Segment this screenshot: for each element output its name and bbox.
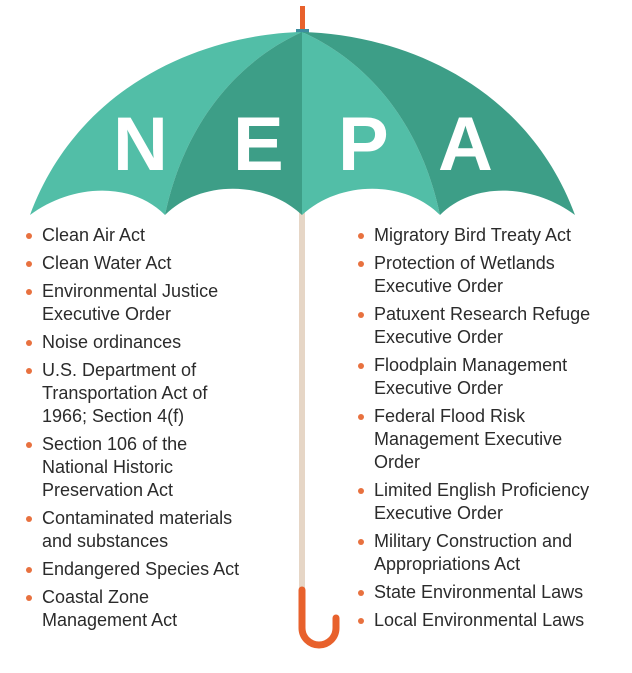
- list-item-label: Limited English Proficiency Executive Order: [374, 480, 590, 523]
- list-item-label: Clean Air Act: [42, 225, 146, 245]
- list-item: [356, 530, 624, 576]
- title-letter-e: E: [233, 102, 284, 187]
- bullet-icon: [358, 618, 364, 624]
- list-item: [24, 331, 284, 354]
- list-item: [24, 558, 284, 581]
- list-item-label: Federal Flood Risk Management Executive Order: [374, 406, 563, 472]
- bullet-icon: [358, 590, 364, 596]
- title-letter-n: N: [113, 102, 168, 187]
- list-item-label: Contaminated materials and substances: [42, 508, 233, 551]
- list-item: [24, 433, 217, 502]
- list-item: [24, 586, 222, 632]
- bullet-icon: [358, 488, 364, 494]
- title-letter-a: A: [438, 102, 493, 187]
- list-item-label: Section 106 of the National Historic Preservation Act: [42, 434, 188, 500]
- umbrella-shaft: [299, 210, 305, 592]
- bullet-icon: [358, 414, 364, 420]
- list-item: [356, 252, 604, 298]
- bullet-icon: [358, 312, 364, 318]
- bullet-icon: [26, 567, 32, 573]
- list-item: [356, 303, 614, 349]
- left-regulations-list: [24, 224, 284, 637]
- list-item-label: U.S. Department of Transportation Act of 1966; Section 4(f): [42, 360, 208, 426]
- list-item-label: Coastal Zone Management Act: [42, 587, 178, 630]
- list-item: [356, 224, 632, 247]
- list-item: [356, 405, 609, 474]
- bullet-icon: [26, 368, 32, 374]
- list-item-label: Clean Water Act: [42, 253, 172, 273]
- list-item-label: Floodplain Management Executive Order: [374, 355, 568, 398]
- list-item: [24, 224, 284, 247]
- bullet-icon: [26, 516, 32, 522]
- bullet-icon: [358, 233, 364, 239]
- list-item: [24, 252, 284, 275]
- umbrella-handle: [302, 590, 336, 645]
- list-item-label: Local Environmental Laws: [374, 610, 585, 630]
- list-item-label: State Environmental Laws: [374, 582, 584, 602]
- bullet-icon: [358, 261, 364, 267]
- list-item-label: Noise ordinances: [42, 332, 182, 352]
- list-item: [356, 581, 632, 604]
- bullet-icon: [26, 261, 32, 267]
- list-item-label: Environmental Justice Executive Order: [42, 281, 219, 324]
- bullet-icon: [26, 442, 32, 448]
- list-item-label: Migratory Bird Treaty Act: [374, 225, 572, 245]
- list-item: [24, 507, 267, 553]
- title-letter-p: P: [338, 102, 389, 187]
- bullet-icon: [358, 539, 364, 545]
- bullet-icon: [26, 289, 32, 295]
- umbrella-tip: [300, 6, 305, 30]
- list-item-label: Military Construction and Appropriations Act: [374, 531, 573, 574]
- list-item-label: Patuxent Research Refuge Executive Order: [374, 304, 591, 347]
- right-regulations-list: [356, 224, 632, 637]
- list-item: [356, 354, 609, 400]
- list-item: [24, 359, 252, 428]
- list-item-label: Protection of Wetlands Executive Order: [374, 253, 555, 296]
- list-item: [24, 280, 247, 326]
- list-item-label: Endangered Species Act: [42, 559, 240, 579]
- bullet-icon: [26, 233, 32, 239]
- bullet-icon: [26, 340, 32, 346]
- list-item: [356, 609, 632, 632]
- bullet-icon: [26, 595, 32, 601]
- bullet-icon: [358, 363, 364, 369]
- list-item: [356, 479, 632, 525]
